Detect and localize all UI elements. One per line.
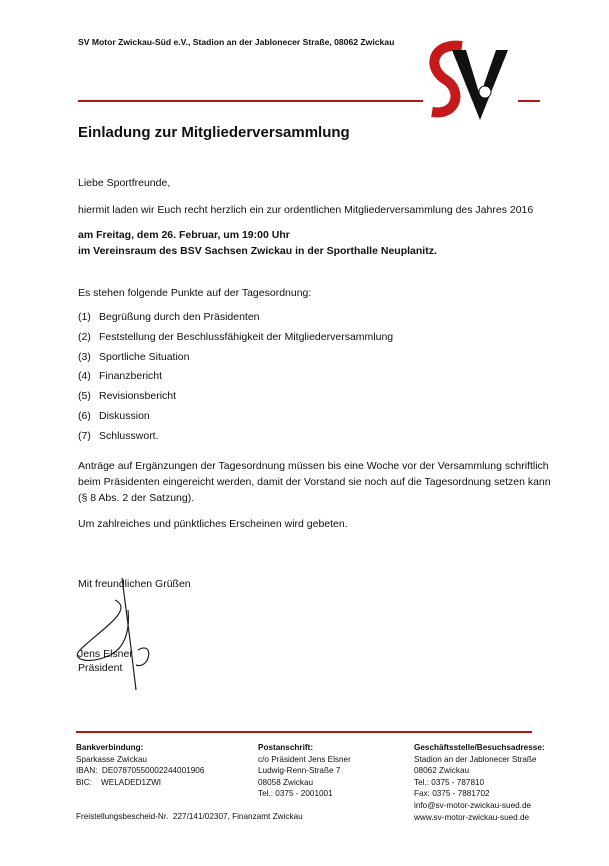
place-line: im Vereinsraum des BSV Sachsen Zwickau in der Sporthalle Neuplanitz. bbox=[78, 245, 437, 257]
bank-line: BIC: WELADED1ZWI bbox=[76, 777, 162, 787]
office-email[interactable]: info@sv-motor-zwickau-sued.de bbox=[414, 800, 532, 810]
motion-line: beim Präsidenten eingereicht werden, damit der Vorstand sie noch auf die Tagesordnung setzen kann bbox=[78, 476, 551, 488]
agenda-number: (2) bbox=[78, 330, 91, 343]
motion-line: (§ 8 Abs. 2 der Satzung). bbox=[78, 492, 195, 504]
header-address: SV Motor Zwickau-Süd e.V., Stadion an der Jablonecer Straße, 08062 Zwickau bbox=[78, 37, 395, 47]
office-line: Fax: 0375 - 7881702 bbox=[414, 789, 490, 799]
agenda-text: Diskussion bbox=[99, 409, 150, 422]
page-title: Einladung zur Mitgliederversammlung bbox=[78, 124, 350, 141]
date-line: am Freitag, dem 26. Februar, um 19:00 Uhr bbox=[78, 229, 290, 241]
motion-line: Anträge auf Ergänzungen der Tagesordnung müssen bis eine Woche vor der Versammlung schriftlich bbox=[78, 460, 549, 472]
post-line: Ludwig-Renn-Straße 7 bbox=[258, 766, 341, 776]
agenda-number: (1) bbox=[78, 311, 91, 323]
greeting: Liebe Sportfreunde, bbox=[78, 177, 171, 189]
footer-rule bbox=[76, 731, 532, 733]
signer-role: Präsident bbox=[78, 662, 123, 674]
office-line: Tel.: 0375 - 787810 bbox=[414, 777, 485, 787]
post-line: Tel.: 0375 - 2001001 bbox=[258, 789, 333, 799]
footer-office bbox=[414, 742, 545, 823]
agenda-number: (6) bbox=[78, 409, 91, 422]
signer-name: Jens Elsner bbox=[78, 648, 133, 660]
office-heading: Geschäftsstelle/Besuchsadresse: bbox=[414, 743, 545, 752]
intro-text: hiermit laden wir Euch recht herzlich ein zur ordentlichen Mitgliederversammlung des Jahres 2016 bbox=[78, 204, 534, 216]
regards: Mit freundlichen Grüßen bbox=[78, 578, 191, 590]
agenda-number: (7) bbox=[78, 429, 91, 442]
agenda-text: Finanzbericht bbox=[99, 370, 163, 383]
post-heading: Postanschrift: bbox=[258, 743, 314, 752]
signature bbox=[60, 570, 160, 700]
post-line: c/o Präsident Jens Elsner bbox=[258, 754, 351, 764]
closing-request: Um zahlreiches und pünktliches Erscheinen wird gebeten. bbox=[78, 518, 348, 530]
tax-note: Freistellungsbescheid-Nr. 227/141/02307, Finanzamt Zwickau bbox=[76, 812, 303, 821]
footer-bank bbox=[76, 742, 204, 788]
header-rule bbox=[78, 100, 423, 102]
office-line: Stadion an der Jablonecer Straße bbox=[414, 754, 537, 764]
club-logo bbox=[422, 40, 522, 130]
agenda-text: Sportliche Situation bbox=[99, 350, 190, 363]
agenda-intro: Es stehen folgende Punkte auf der Tagesordnung: bbox=[78, 287, 312, 299]
bank-line: IBAN: DE07870550002244001906 bbox=[76, 766, 205, 776]
agenda-number: (5) bbox=[78, 390, 91, 403]
agenda-text: Feststellung der Beschlussfähigkeit der Mitgliederversammlung bbox=[99, 330, 394, 343]
agenda-text: Revisionsbericht bbox=[99, 390, 177, 403]
office-website[interactable]: www.sv-motor-zwickau-sued.de bbox=[414, 812, 530, 822]
post-line: 08058 Zwickau bbox=[258, 777, 314, 787]
bank-line: Sparkasse Zwickau bbox=[76, 754, 147, 764]
footer-post bbox=[258, 742, 351, 800]
bank-heading: Bankverbindung: bbox=[76, 743, 144, 752]
agenda-number: (4) bbox=[78, 370, 91, 383]
agenda-number: (3) bbox=[78, 350, 91, 363]
agenda-text: Schlusswort. bbox=[99, 429, 159, 442]
agenda-text: Begrüßung durch den Präsidenten bbox=[99, 311, 260, 323]
office-line: 08062 Zwickau bbox=[414, 766, 470, 776]
